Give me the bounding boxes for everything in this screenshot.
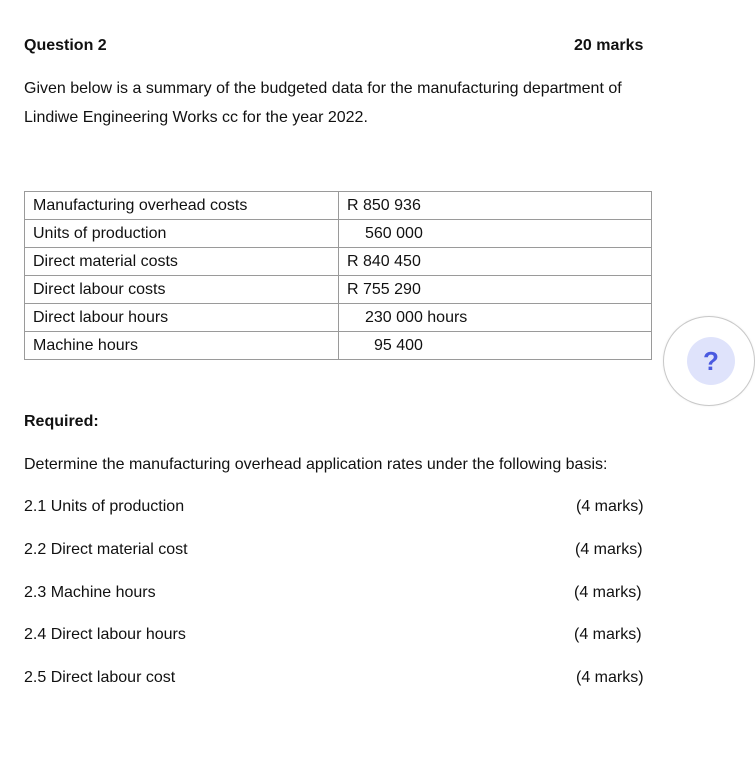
required-item-2-4-marks: (4 marks) xyxy=(574,626,642,643)
table-row xyxy=(25,332,652,360)
intro-paragraph: Given below is a summary of the budgeted data for the manufacturing department of Lindiwe Engineering Works cc for the year 2022. xyxy=(24,80,622,126)
table-row xyxy=(25,220,652,248)
table-cell-value: R 840 450 xyxy=(339,248,652,276)
required-instruction: Determine the manufacturing overhead application rates under the following basis: xyxy=(24,456,608,473)
table-cell-value: 95 400 xyxy=(339,332,652,360)
required-item-2-4: 2.4 Direct labour hours xyxy=(24,626,186,643)
table-row xyxy=(25,276,652,304)
required-item-2-2: 2.2 Direct material cost xyxy=(24,541,188,558)
table-cell-label: Machine hours xyxy=(25,332,339,360)
table-cell-label: Units of production xyxy=(25,220,339,248)
table-cell-value: 230 000 hours xyxy=(339,304,652,332)
table-cell-value: 560 000 xyxy=(339,220,652,248)
budget-data-table xyxy=(24,191,652,360)
table-cell-label: Manufacturing overhead costs xyxy=(25,192,339,220)
question-marks: 20 marks xyxy=(574,37,644,54)
table-cell-value: R 850 936 xyxy=(339,192,652,220)
required-heading: Required: xyxy=(24,413,99,430)
required-item-2-5-marks: (4 marks) xyxy=(576,669,644,686)
required-item-2-3-marks: (4 marks) xyxy=(574,584,642,601)
help-button[interactable] xyxy=(663,316,755,406)
question-title: Question 2 xyxy=(24,37,107,54)
table-cell-label: Direct labour costs xyxy=(25,276,339,304)
table-row xyxy=(25,304,652,332)
help-icon: ? xyxy=(687,337,735,385)
table-cell-label: Direct labour hours xyxy=(25,304,339,332)
table-row xyxy=(25,192,652,220)
required-item-2-5: 2.5 Direct labour cost xyxy=(24,669,176,686)
table-cell-label: Direct material costs xyxy=(25,248,339,276)
table-cell-value: R 755 290 xyxy=(339,276,652,304)
required-item-2-1: 2.1 Units of production xyxy=(24,498,185,515)
required-item-2-2-marks: (4 marks) xyxy=(575,541,643,558)
required-item-2-3: 2.3 Machine hours xyxy=(24,584,156,601)
required-item-2-1-marks: (4 marks) xyxy=(576,498,644,515)
table-row xyxy=(25,248,652,276)
